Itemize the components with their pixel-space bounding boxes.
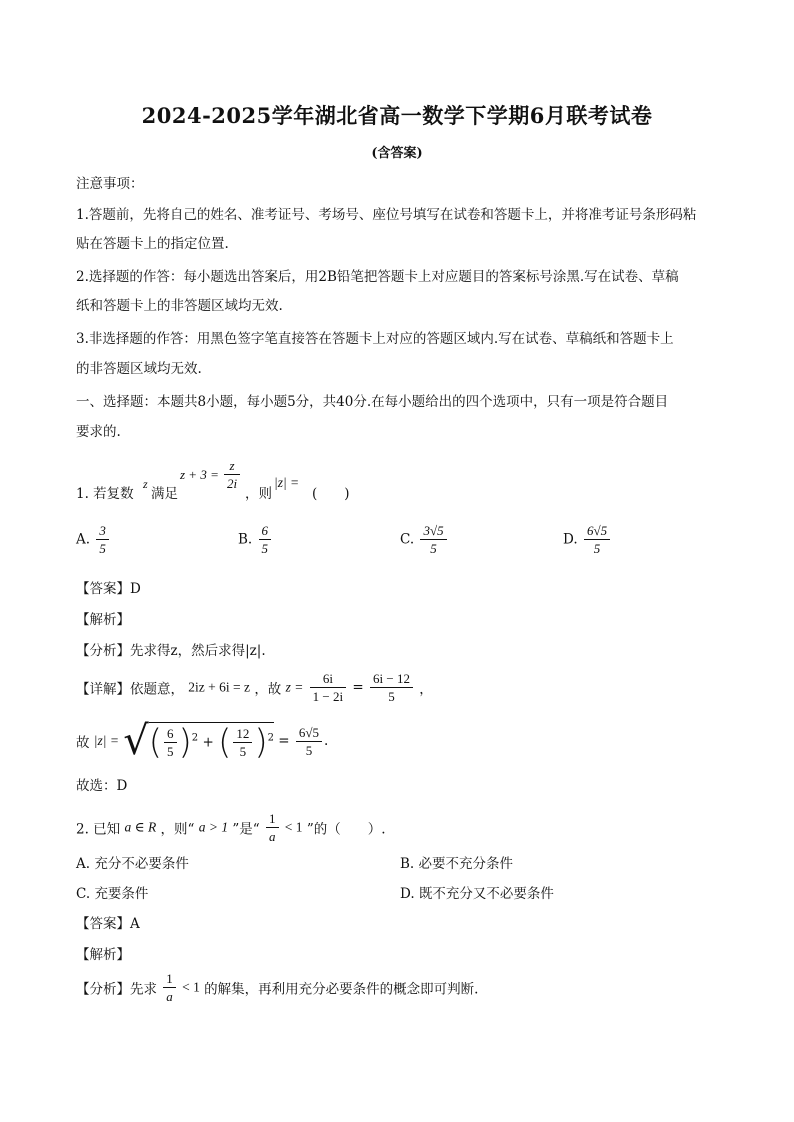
q2-less-than-one: < 1 [284,819,303,835]
q1-detail-z: z = [285,679,304,695]
section-heading-line-2: 要求的. [76,424,121,440]
q2-shi: ”是“ [232,821,260,838]
q2-option-b-label: B. [400,856,415,872]
q2-ze: ，则“ [160,821,195,838]
q2-fenxi-lt: < 1 [182,979,200,995]
q2-prefix: 2. 已知 [76,821,121,838]
q2-fenxi-prefix: 【分析】先求 [76,981,157,998]
notice-heading: 注意事项： [76,176,144,192]
q1-modulus-result-den: 5 [296,741,322,759]
q1-modulus-period: . [324,733,329,749]
q1-blank: ( ) [312,486,350,502]
q1-manzu: 满足 [151,486,178,502]
square-exponent: 2 [267,732,274,744]
q1-detail-line [76,670,433,705]
q2-fenxi-suffix: 的解集，再利用充分必要条件的概念即可判断. [204,981,479,998]
q2-analysis-heading: 【解析】 [76,947,130,963]
q1-option-c-den: 5 [420,539,446,557]
q2-condition: a ∈ R [124,819,157,835]
q2-option-a-label: A. [76,856,91,872]
q1-modulus-equals: = [278,733,290,749]
q2-fraction-num: 1 [269,811,276,826]
q2-option-d-label: D. [400,886,415,902]
q1-detail-frac1-den: 1 − 2i [310,687,346,705]
q1-modulus-a-num: 6 [167,726,174,741]
q1-detail-equals: = [352,679,364,696]
q1-option-d-num: 6√5 [586,523,608,538]
notice-item-3-line-1: 3.非选择题的作答：用黑色签字笔直接答在答题卡上对应的答题区域内.写在试卷、草稿纸和答题卡上 [76,331,674,347]
notice-item-2-line-1: 2.选择题的作答：每小题选出答案后，用2B铅笔把答题卡上对应题目的答案标号涂黑.写在试卷、草稿 [76,269,679,285]
q1-detail-frac1-num: 6i [322,671,333,686]
left-paren-icon: ( [218,722,232,763]
q1-abs: |z| = [274,475,300,490]
q1-fraction-den: 2i [224,474,240,492]
q1-analysis-heading: 【解析】 [76,612,130,628]
square-exponent: 2 [191,732,199,744]
q2-fenxi-den: a [163,987,176,1005]
plus-sign: + [202,734,214,751]
right-paren-icon: ) [178,722,192,763]
q1-option-a-label: A. [76,531,91,548]
q1-option-a-num: 3 [99,523,106,538]
notice-item-2-line-2: 纸和答题卡上的非答题区域均无效. [76,298,283,314]
q2-fenxi-num: 1 [166,971,173,986]
q1-modulus-b-num: 12 [236,726,250,741]
q1-option-c-num: 3√5 [423,523,444,538]
q1-modulus-prefix: 故 [76,735,90,751]
notice-item-1-line-1: 1.答题前，先将自己的姓名、准考证号、考场号、座位号填写在试卷和答题卡上，并将准考证号条形码粘 [76,207,697,223]
q2-de: ”的（ ）. [306,821,386,838]
q1-modulus-a-den: 5 [164,742,177,760]
q1-detail-gu: ，故 [254,681,282,698]
q1-option-b-den: 5 [259,539,272,557]
q1-detail-frac2-num: 6i − 12 [373,671,410,686]
q1-modulus-radicand [148,722,274,763]
q1-variable: z [143,477,148,491]
q1-detail-comma: ， [419,681,433,698]
q1-detail-frac2-den: 5 [370,687,413,705]
sqrt-radical-icon: √ [123,718,149,764]
q2-option-d [400,882,554,902]
q2-option-c-label: C. [76,886,91,902]
section-heading-line-1: 一、选择题：本题共8小题，每小题5分，共40分.在每小题给出的四个选项中，只有一项是符合题目 [76,394,669,410]
q1-option-b [238,522,273,557]
q1-option-d-den: 5 [584,539,610,557]
right-paren-icon: ) [254,722,268,763]
q1-option-a [76,522,111,557]
page-title: 2024-2025学年湖北省高一数学下学期6月联考试卷 [141,103,653,128]
q1-option-a-den: 5 [96,539,109,557]
q2-condition-1: a > 1 [198,819,229,835]
q1-modulus-abs: |z| = [93,733,119,748]
q1-detail-prefix: 【详解】依题意， [76,681,184,698]
q1-modulus-sqrt [123,718,274,764]
q1-option-c [400,522,449,557]
q2-option-b [400,852,513,872]
q1-option-c-label: C. [400,531,415,548]
q2-answer: 【答案】A [76,916,140,932]
q1-prefix: 1. 若复数 [76,486,134,502]
q1-detail-eq1: 2iz + 6i = z [188,679,251,695]
q1-modulus-line [76,718,328,764]
notice-item-3-line-2: 的非答题区域均无效. [76,361,202,377]
q1-fraction-num: z [229,458,235,473]
q1-option-d [563,522,612,557]
notice-item-1-line-2: 贴在答题卡上的指定位置. [76,236,229,252]
q1-equation-left: z + 3 = [180,467,219,482]
q1-option-b-label: B. [238,531,253,548]
q2-stem [76,810,386,845]
q2-fenxi [76,970,478,1005]
q1-fenxi: 【分析】先求得z，然后求得|z|. [76,643,266,659]
q2-option-c-text: 充要条件 [94,886,149,902]
q1-then: ，则 [245,486,272,502]
q2-option-b-text: 必要不充分条件 [418,856,514,872]
q2-option-c [76,882,148,902]
q1-option-d-label: D. [563,531,578,548]
page-subtitle: (含答案) [371,146,423,161]
q2-option-a-text: 充分不必要条件 [94,856,189,872]
q2-option-d-text: 既不充分又不必要条件 [418,886,554,902]
q1-choice: 故选：D [76,778,128,794]
left-paren-icon: ( [148,722,163,763]
q1-equation-fraction [222,457,242,492]
q1-modulus-result-num: 6√5 [298,724,320,740]
q1-option-b-num: 6 [261,523,269,538]
q1-modulus-b-den: 5 [233,742,252,760]
q2-option-a [76,852,189,872]
q1-answer: 【答案】D [76,581,141,597]
q2-fraction-den: a [266,827,279,845]
